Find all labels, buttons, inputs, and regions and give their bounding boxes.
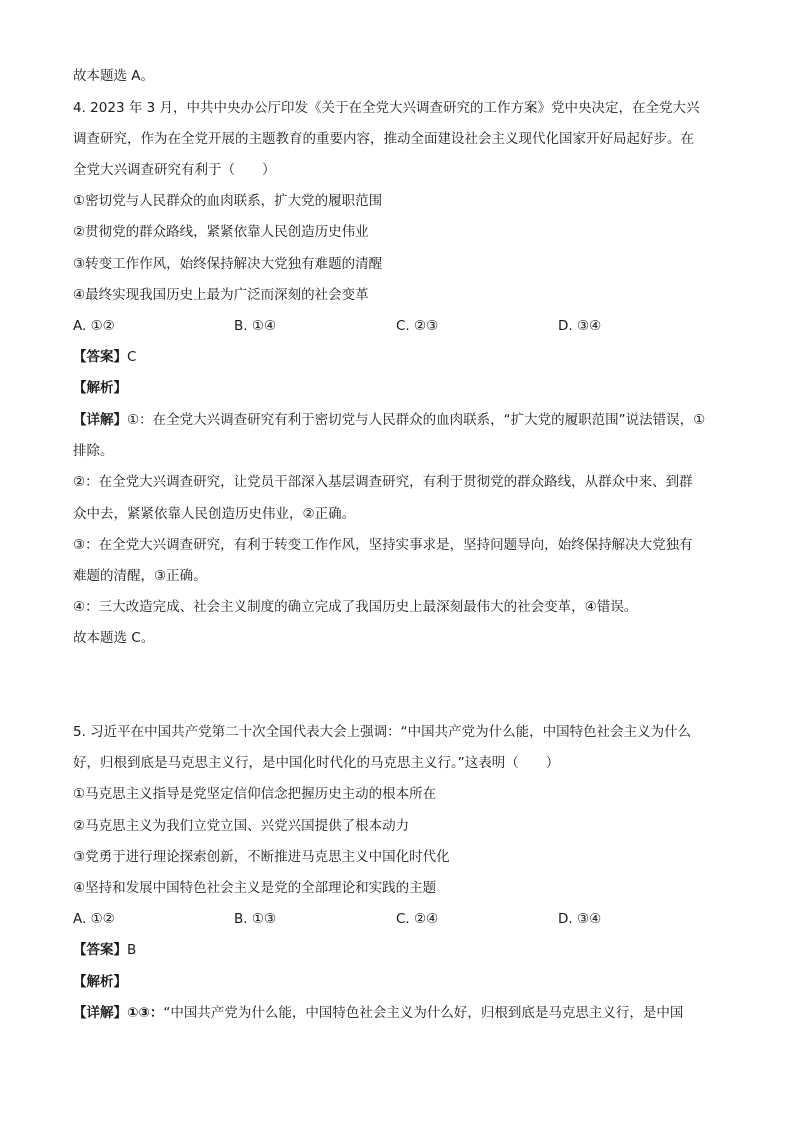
q5-option-b: B. ①③ <box>234 911 277 927</box>
q4-detail-label: 【详解】 <box>73 412 127 428</box>
q5-detail-marker: ①③： <box>127 1005 164 1021</box>
q4-detail-line-4: 众中去，紧紧依靠人民创造历史伟业，②正确。 <box>73 506 356 522</box>
q4-detail-line-7: ④：三大改造完成、社会主义制度的确立完成了我国历史上最深刻最伟大的社会变革，④错误。 <box>73 599 638 615</box>
q5-answer-label: 【答案】 <box>73 942 127 958</box>
q4-option-c: C. ②③ <box>396 318 439 334</box>
q5-option-d: D. ③④ <box>558 911 602 927</box>
q4-detail-line-6: 难题的清醒，③正确。 <box>73 568 207 584</box>
q5-detail-text: “中国共产党为什么能，中国特色社会主义为什么好，归根到底是马克思主义行，是中国 <box>163 1005 684 1021</box>
q4-conclusion: 故本题选 C。 <box>73 630 155 646</box>
q4-detail-text-1: ①：在全党大兴调查研究有利于密切党与人民群众的血肉联系，“扩大党的履职范围”说法错误，① <box>127 412 706 428</box>
q5-analysis-label: 【解析】 <box>73 974 127 990</box>
q5-statement-2: ②马克思主义为我们立党立国、兴党兴国提供了根本动力 <box>73 818 410 834</box>
q5-stem-line-1: 5. 习近平在中国共产党第二十次全国代表大会上强调：“中国共产党为什么能，中国特色社会主义为什么 <box>73 724 692 740</box>
q4-stem-line-1: 4. 2023 年 3 月，中共中央办公厅印发《关于在全党大兴调查研究的工作方案》党中央决定，在全党大兴 <box>73 100 700 116</box>
q4-option-a: A. ①② <box>73 318 115 334</box>
q4-detail-line-3: ②：在全党大兴调查研究，让党员干部深入基层调查研究，有利于贯彻党的群众路线，从群众中来、到群 <box>73 474 693 490</box>
q5-option-a: A. ①② <box>73 911 115 927</box>
q4-answer-value: C <box>127 349 137 365</box>
q4-stem-line-2: 调查研究，作为在全党开展的主题教育的重要内容，推动全面建设社会主义现代化国家开好局起好步。在 <box>73 131 694 147</box>
q4-detail-line-1 <box>73 410 705 430</box>
q4-option-b: B. ①④ <box>234 318 277 334</box>
q4-detail-line-2: 排除。 <box>73 443 114 459</box>
q4-statement-2: ②贯彻党的群众路线，紧紧依靠人民创造历史伟业 <box>73 224 369 240</box>
q4-answer-label: 【答案】 <box>73 349 127 365</box>
q5-option-c: C. ②④ <box>396 911 439 927</box>
prev-conclusion: 故本题选 A。 <box>73 68 155 84</box>
q4-option-d: D. ③④ <box>558 318 602 334</box>
q5-detail-label: 【详解】 <box>73 1005 127 1021</box>
q5-statement-1: ①马克思主义指导是党坚定信仰信念把握历史主动的根本所在 <box>73 786 437 802</box>
q5-detail-line-1 <box>73 1003 683 1023</box>
q4-statement-3: ③转变工作作风，始终保持解决大党独有难题的清醒 <box>73 256 383 272</box>
q5-statement-3: ③党勇于进行理论探索创新，不断推进马克思主义中国化时代化 <box>73 849 450 865</box>
q4-statement-4: ④最终实现我国历史上最为广泛而深刻的社会变革 <box>73 287 369 303</box>
q4-answer <box>73 347 136 367</box>
q4-statement-1: ①密切党与人民群众的血肉联系，扩大党的履职范围 <box>73 193 383 209</box>
q5-answer-value: B <box>127 942 137 958</box>
q5-stem-line-2: 好，归根到底是马克思主义行，是中国化时代化的马克思主义行。”这表明（ ） <box>73 755 560 771</box>
q5-answer <box>73 940 136 960</box>
q5-statement-4: ④坚持和发展中国特色社会主义是党的全部理论和实践的主题 <box>73 880 437 896</box>
q4-analysis-label: 【解析】 <box>73 380 127 396</box>
q4-stem-line-3: 全党大兴调查研究有利于（ ） <box>73 162 276 178</box>
q4-detail-line-5: ③：在全党大兴调查研究，有利于转变工作作风，坚持实事求是，坚持问题导向，始终保持解决大党独有 <box>73 537 693 553</box>
